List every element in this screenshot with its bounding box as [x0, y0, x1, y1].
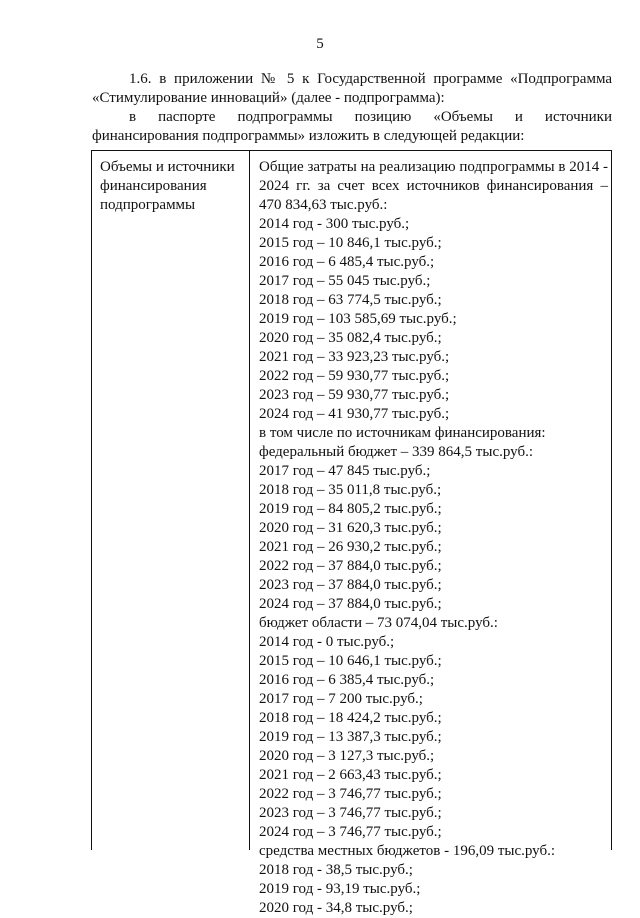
year-row: 2023 год – 3 746,77 тыс.руб.;	[259, 805, 442, 821]
intro-line: в паспорте подпрограммы позицию «Объемы и источники	[129, 109, 612, 125]
year-row: 2015 год – 10 846,1 тыс.руб.;	[259, 235, 442, 251]
sources-heading: в том числе по источникам финансирования:	[259, 425, 546, 441]
year-row: 2018 год – 35 011,8 тыс.руб.;	[259, 482, 442, 498]
funding-table	[91, 150, 612, 916]
table-left-cell: Объемы и источники финансирования подпрограммы	[100, 159, 235, 213]
intro-paragraph-1	[92, 70, 612, 108]
year-row: 2022 год – 37 884,0 тыс.руб.;	[259, 558, 442, 574]
federal-rows	[259, 462, 608, 614]
local-rows	[259, 861, 608, 918]
year-row: 2020 год – 35 082,4 тыс.руб.;	[259, 330, 442, 346]
year-row: 2022 год – 59 930,77 тыс.руб.;	[259, 368, 450, 384]
year-row: 2021 год – 2 663,43 тыс.руб.;	[259, 767, 442, 783]
year-row: 2019 год – 84 805,2 тыс.руб.;	[259, 501, 442, 517]
year-row: 2017 год – 55 045 тыс.руб.;	[259, 273, 431, 289]
year-row: 2024 год – 41 930,77 тыс.руб.;	[259, 406, 450, 422]
year-row: 2016 год – 6 385,4 тыс.руб.;	[259, 672, 435, 688]
year-row: 2023 год – 59 930,77 тыс.руб.;	[259, 387, 450, 403]
year-row: 2020 год - 34,8 тыс.руб.;	[259, 900, 413, 916]
year-row: 2018 год – 18 424,2 тыс.руб.;	[259, 710, 442, 726]
year-row: 2017 год – 7 200 тыс.руб.;	[259, 691, 423, 707]
intro-paragraph-2	[92, 108, 612, 146]
column-divider	[249, 151, 250, 850]
intro-line: 1.6. в приложении № 5 к Государственной программе «Подпрограмма	[129, 71, 612, 87]
year-row: 2020 год – 3 127,3 тыс.руб.;	[259, 748, 435, 764]
year-row: 2022 год – 3 746,77 тыс.руб.;	[259, 786, 442, 802]
regional-rows	[259, 633, 608, 842]
year-row: 2017 год – 47 845 тыс.руб.;	[259, 463, 431, 479]
year-row: 2019 год – 13 387,3 тыс.руб.;	[259, 729, 442, 745]
year-row: 2015 год – 10 646,1 тыс.руб.;	[259, 653, 442, 669]
year-row: 2024 год – 3 746,77 тыс.руб.;	[259, 824, 442, 840]
year-row: 2014 год - 300 тыс.руб.;	[259, 216, 410, 232]
year-row: 2019 год – 103 585,69 тыс.руб.;	[259, 311, 457, 327]
year-row: 2021 год – 33 923,23 тыс.руб.;	[259, 349, 450, 365]
year-row: 2021 год – 26 930,2 тыс.руб.;	[259, 539, 442, 555]
local-heading: средства местных бюджетов - 196,09 тыс.руб.:	[259, 843, 556, 859]
page-number: 5	[316, 36, 324, 52]
year-row: 2018 год - 38,5 тыс.руб.;	[259, 862, 413, 878]
federal-heading: федеральный бюджет – 339 864,5 тыс.руб.:	[259, 444, 533, 460]
year-row: 2020 год – 31 620,3 тыс.руб.;	[259, 520, 442, 536]
total-funding-intro: Общие затраты на реализацию подпрограммы в 2014 - 2024 гг. за счет всех источников финансирования – 470 834,63 тыс.руб.:	[259, 159, 608, 213]
year-row: 2014 год - 0 тыс.руб.;	[259, 634, 395, 650]
year-row: 2023 год – 37 884,0 тыс.руб.;	[259, 577, 442, 593]
intro-line: финансирования подпрограммы» изложить в следующей редакции:	[92, 128, 525, 144]
year-row: 2024 год – 37 884,0 тыс.руб.;	[259, 596, 442, 612]
year-row: 2016 год – 6 485,4 тыс.руб.;	[259, 254, 435, 270]
year-row: 2018 год – 63 774,5 тыс.руб.;	[259, 292, 442, 308]
regional-heading: бюджет области – 73 074,04 тыс.руб.:	[259, 615, 498, 631]
intro-line: «Стимулирование инноваций» (далее - подпрограмма):	[92, 90, 445, 106]
year-row: 2019 год - 93,19 тыс.руб.;	[259, 881, 421, 897]
table-right-cell	[259, 158, 608, 918]
total-rows	[259, 215, 608, 424]
